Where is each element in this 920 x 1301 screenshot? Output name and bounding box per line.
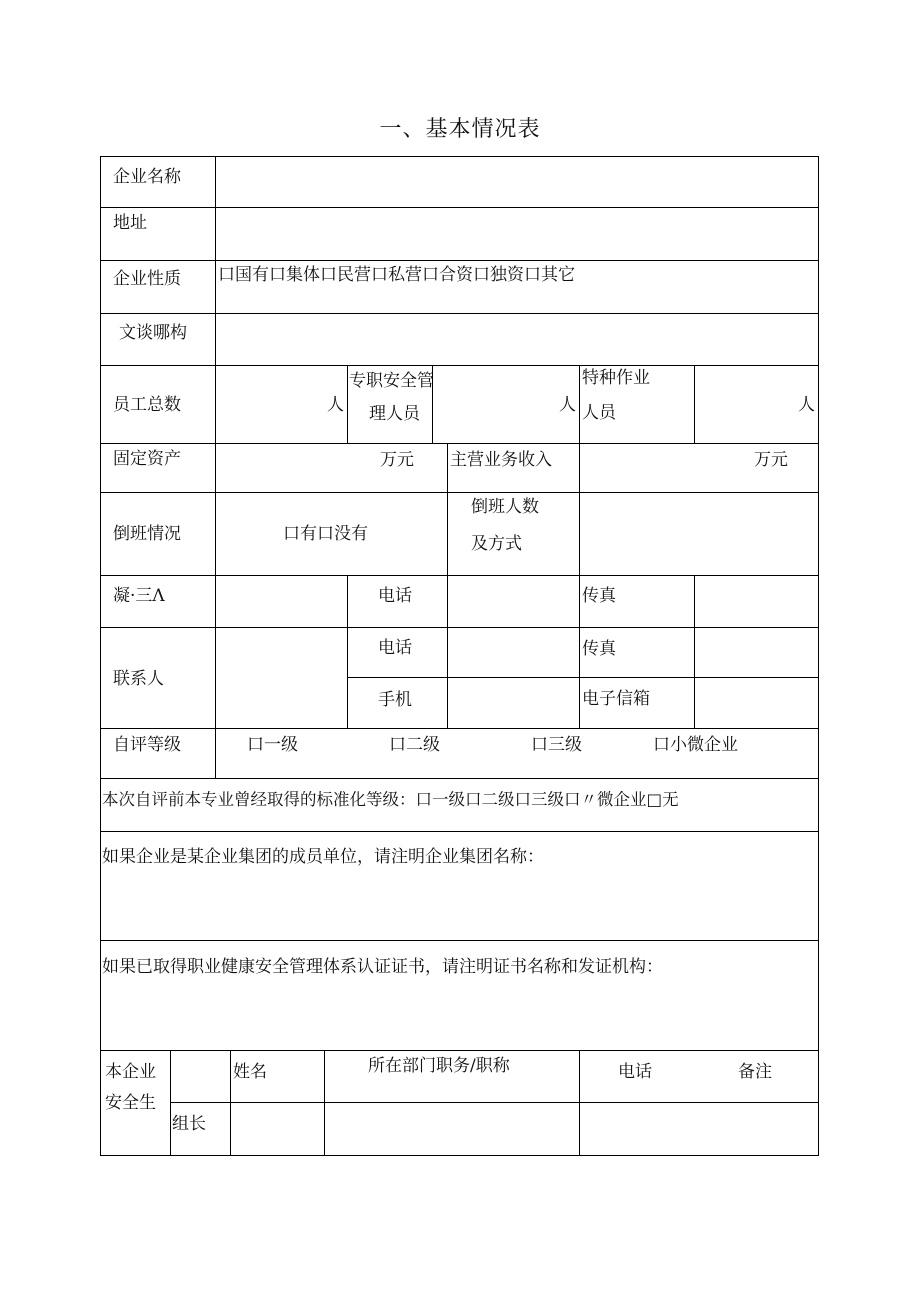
table-border-top (100, 156, 819, 157)
dept-title-column-header: 所在部门职务/职称 (368, 1056, 510, 1076)
team-leader-label: 组长 (172, 1114, 206, 1134)
table-border-right (818, 156, 819, 1156)
col-divider (447, 575, 448, 728)
contact-fax-label: 传真 (582, 639, 616, 659)
shift-options: 口有口没有 (283, 524, 368, 544)
shift-count-label-line2: 及方式 (471, 534, 522, 554)
main-revenue-label: 主营业务收入 (450, 450, 552, 470)
self-grade-label: 自评等级 (113, 735, 181, 755)
col-divider (215, 156, 216, 779)
col-divider (579, 365, 580, 443)
row-divider (347, 677, 819, 678)
contact-label: 联系人 (113, 669, 164, 689)
col-divider (347, 365, 348, 443)
fixed-assets-unit: 万元 (380, 450, 414, 470)
grade-level-1: 口一级 (247, 735, 298, 755)
col-divider (694, 575, 695, 728)
row-divider (170, 1102, 819, 1103)
special-ops-label-line1: 特种作业 (582, 368, 650, 388)
col-divider (579, 1050, 580, 1155)
shift-label: 倒班情况 (113, 524, 181, 544)
ohs-certificate-note: 如果已取得职业健康安全管理体系认证证书，请注明证书名称和发证机构： (102, 957, 663, 977)
row-divider (100, 365, 819, 366)
grade-level-2: 口二级 (389, 735, 440, 755)
main-revenue-unit: 万元 (754, 450, 788, 470)
row-divider (100, 443, 819, 444)
group-membership-note: 如果企业是某企业集团的成员单位，请注明企业集团名称： (102, 847, 544, 867)
row-divider (100, 940, 819, 941)
safety-manager-label-line1: 专职安全管 (349, 371, 434, 391)
row-divider (100, 831, 819, 832)
phone-label: 电话 (378, 586, 412, 606)
safety-team-label-line2: 安全生 (105, 1093, 156, 1113)
shift-count-label-line1: 倒班人数 (471, 497, 539, 517)
col-divider (579, 575, 580, 728)
prior-grade-statement: 本次自评前本专业曾经取得的标准化等级：口一级口二级口三级口〃微企业□无 (102, 790, 679, 809)
company-nature-options: 口国有口集体口民营口私营口合资口独资口其它 (218, 265, 575, 285)
row-divider (100, 728, 819, 729)
fax-label: 传真 (582, 586, 616, 606)
page-title: 一、基本情况表 (379, 117, 541, 142)
grade-small-enterprise: 口小微企业 (653, 735, 738, 755)
company-name-label: 企业名称 (113, 167, 181, 187)
mobile-label: 手机 (378, 690, 412, 710)
col-divider (347, 575, 348, 728)
row-divider (100, 260, 819, 261)
special-ops-label-line2: 人员 (582, 403, 616, 423)
remark-column-header: 备注 (738, 1062, 772, 1082)
contact-phone-label: 电话 (378, 638, 412, 658)
organization-label: 文谈哪构 (119, 323, 187, 343)
col-divider (447, 443, 448, 575)
table-border-bottom (100, 1155, 819, 1156)
row-divider (100, 778, 819, 779)
special-ops-unit: 人 (798, 395, 815, 415)
grade-level-3: 口三级 (531, 735, 582, 755)
legal-representative-label: 凝·三Λ (113, 586, 165, 606)
fixed-assets-label: 固定资产 (113, 449, 181, 469)
table-border-left (100, 156, 101, 1156)
row-divider (100, 1050, 819, 1051)
col-divider (694, 365, 695, 443)
row-divider (100, 492, 819, 493)
safety-team-label-line1: 本企业 (105, 1062, 156, 1082)
safety-manager-unit: 人 (559, 395, 576, 415)
company-nature-label: 企业性质 (113, 269, 181, 289)
employees-label: 员工总数 (113, 395, 181, 415)
name-column-header: 姓名 (233, 1062, 267, 1082)
row-divider (100, 627, 819, 628)
col-divider (230, 1050, 231, 1155)
address-label: 地址 (113, 213, 147, 233)
col-divider (324, 1050, 325, 1155)
col-divider (170, 1050, 171, 1155)
col-divider (579, 443, 580, 575)
phone-column-header: 电话 (618, 1062, 652, 1082)
employees-unit: 人 (327, 395, 344, 415)
safety-manager-label-line2: 理人员 (369, 404, 420, 424)
email-label: 电子信箱 (582, 689, 650, 709)
row-divider (100, 207, 819, 208)
row-divider (100, 313, 819, 314)
row-divider (100, 575, 819, 576)
